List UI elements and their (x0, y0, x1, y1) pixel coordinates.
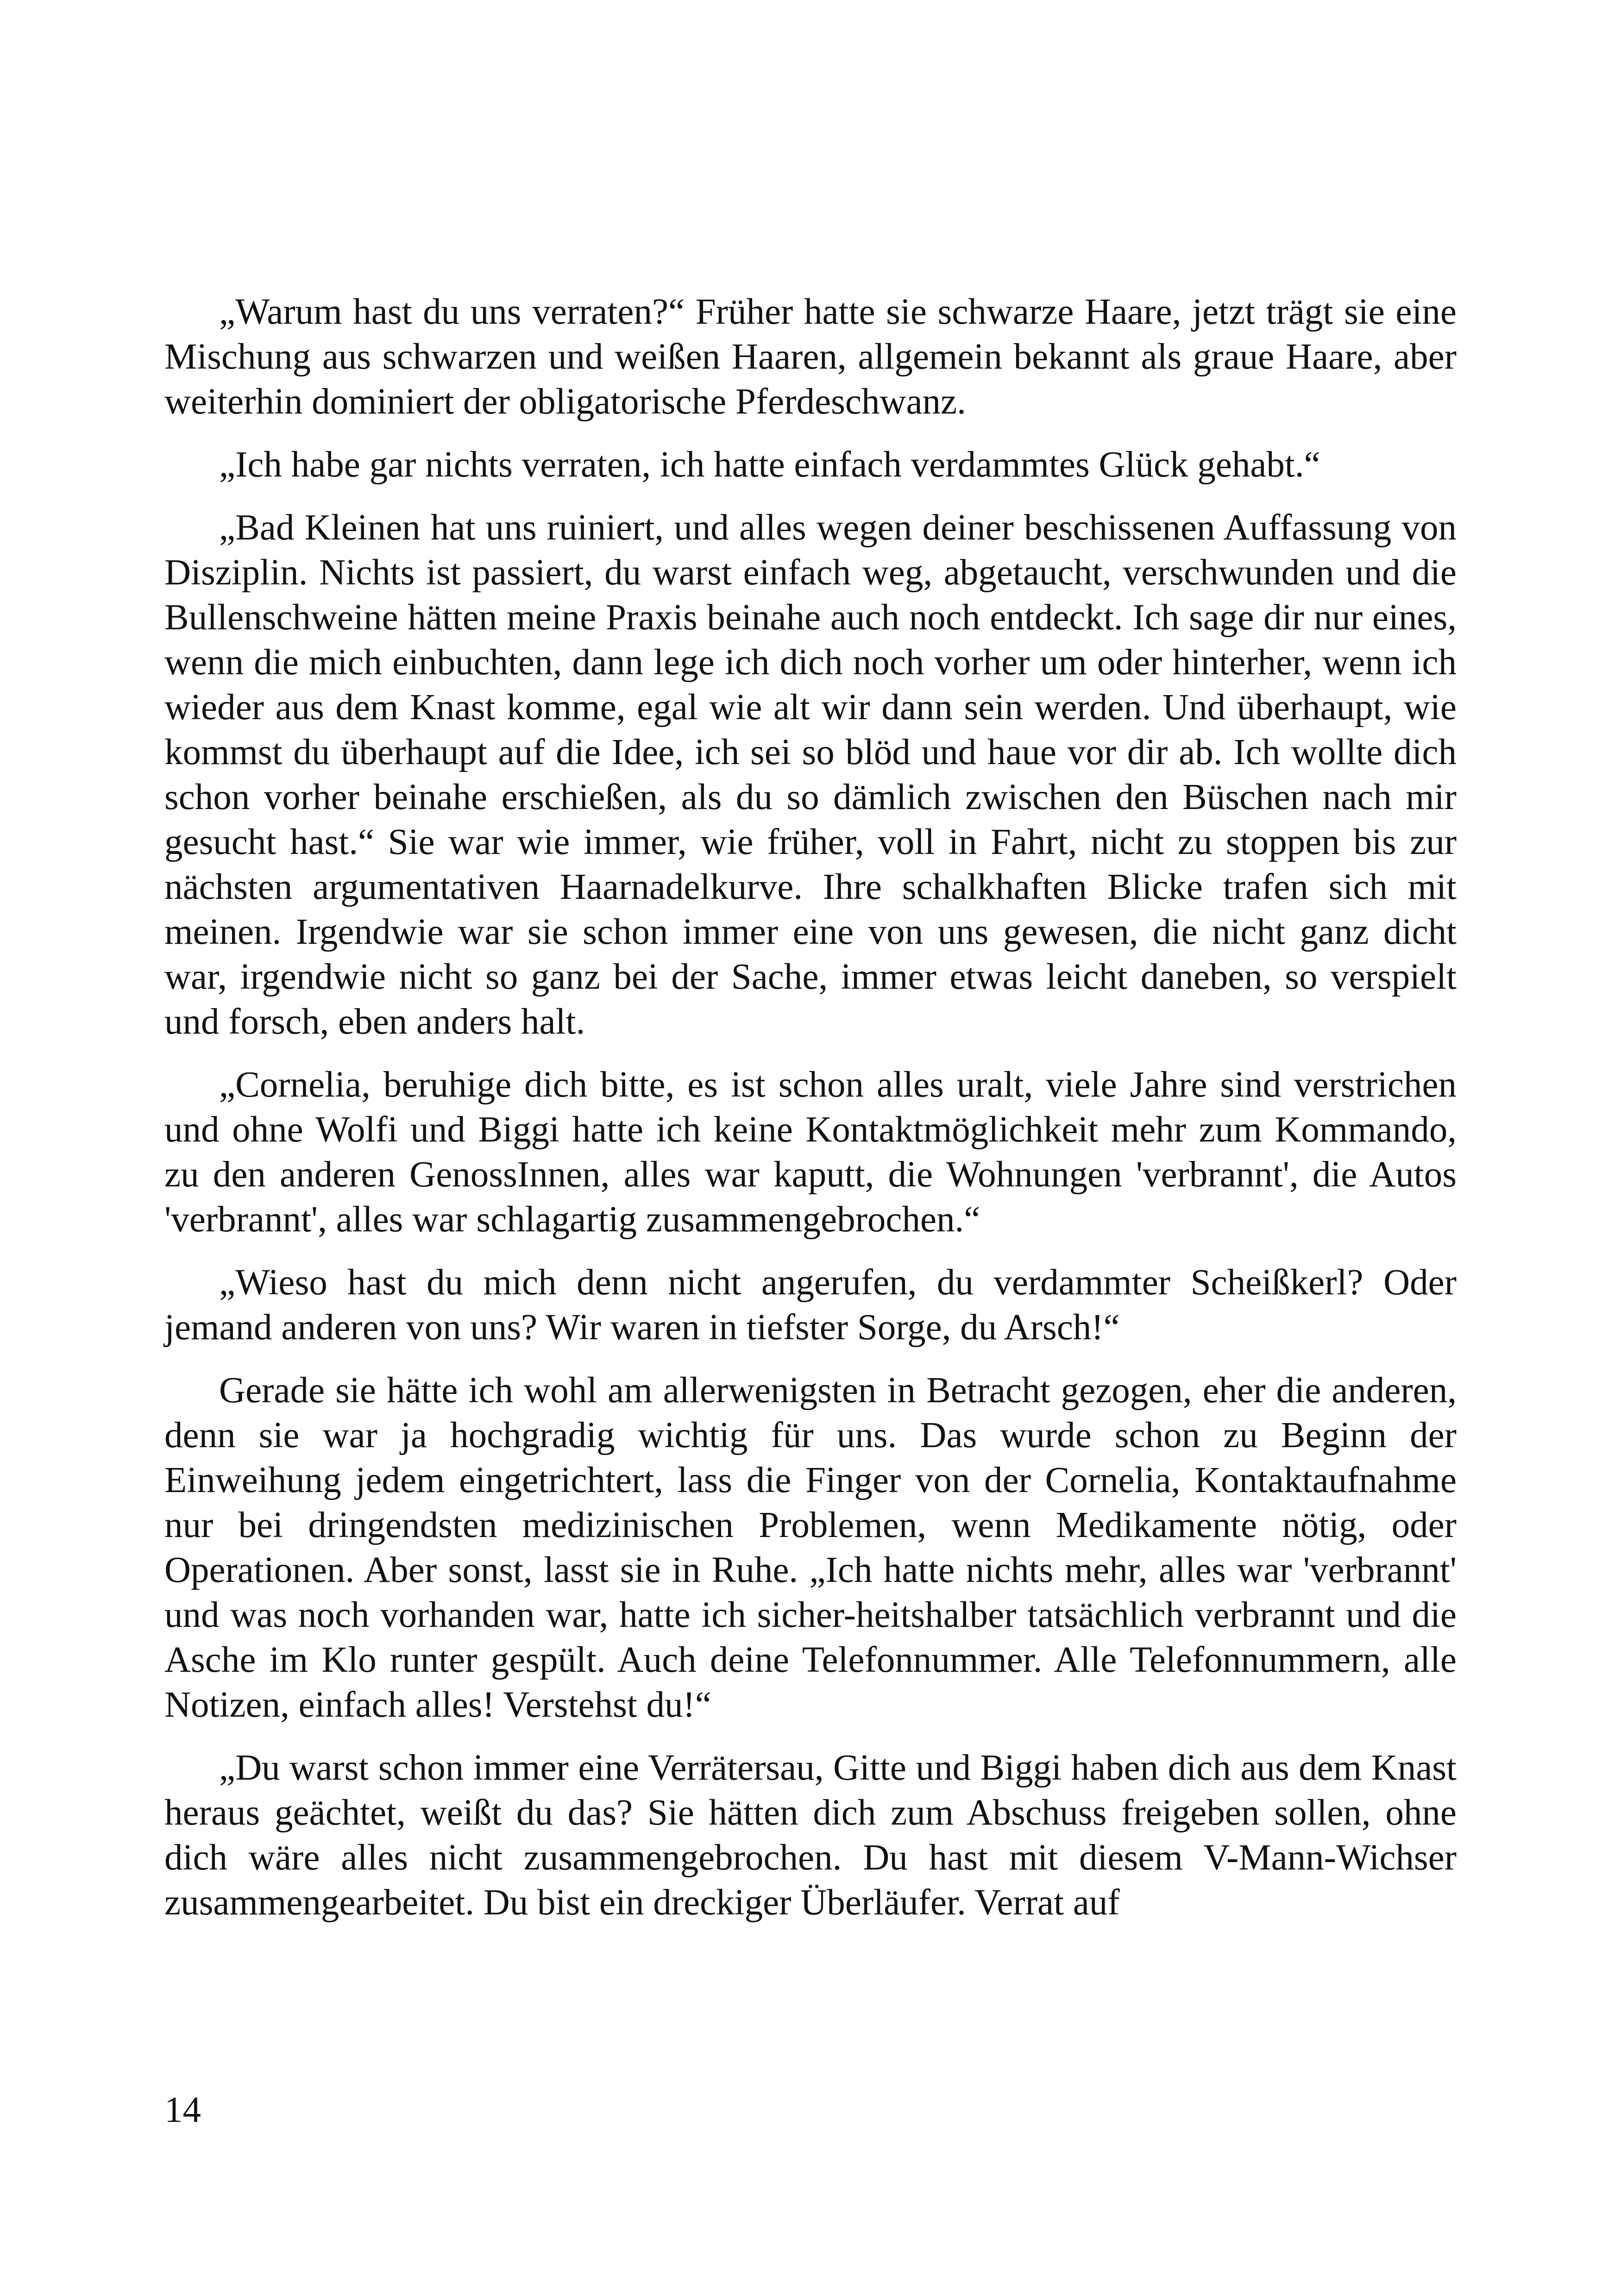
paragraph-2: „Ich habe gar nichts verraten, ich hatte einfach verdammtes Glück gehabt.“ (219, 445, 1320, 485)
paragraph-1: „Warum hast du uns verraten?“ Früher hatte sie schwarze Haare, jetzt trägt sie eine Mischung aus schwarzen und weißen Haaren, allgemein bekannt als graue Haare, aber weiterhin dominiert der obligatorische Pferdeschwanz. (164, 292, 1457, 422)
paragraph-4: „Cornelia, beruhige dich bitte, es ist schon alles uralt, viele Jahre sind verstrichen und ohne Wolfi und Biggi hatte ich keine Kontaktmöglichkeit mehr zum Kommando, zu den anderen GenossInnen, alles war kaputt, die Wohnungen 'verbrannt', die Autos 'verbrannt', alles war schlagartig zusammengebrochen.“ (164, 1065, 1457, 1240)
page-number: 14 (164, 2090, 201, 2130)
paragraph-7: „Du warst schon immer eine Verrätersau, Gitte und Biggi haben dich aus dem Knast heraus geächtet, weißt du das? Sie hätten dich zum Abschuss freigeben sollen, ohne dich wäre alles nicht zusammengebrochen. Du hast mit diesem V-Mann-Wichser zusammengearbeitet. Du bist ein dreckiger Überläufer. Verrat auf (164, 1748, 1457, 1923)
paragraph-6: Gerade sie hätte ich wohl am allerwenigsten in Betracht gezogen, eher die anderen, denn sie war ja hochgradig wichtig für uns. Das wurde schon zu Beginn der Einweihung jedem eingetrichtert, lass die Finger von der Cornelia, Kontaktaufnahme nur bei dringendsten medizinischen Problemen, wenn Medikamente nötig, oder Operationen. Aber sonst, lasst sie in Ruhe. „Ich hatte nichts mehr, alles war 'verbrannt' und was noch vorhanden war, hatte ich sicher-heitshalber tatsächlich verbrannt und die Asche im Klo runter gespült. Auch deine Telefonnummer. Alle Telefonnummern, alle Notizen, einfach alles! Verstehst du!“ (164, 1370, 1457, 1725)
body-text (164, 289, 1457, 1943)
paragraph-3: „Bad Kleinen hat uns ruiniert, und alles wegen deiner beschissenen Auffassung von Disziplin. Nichts ist passiert, du warst einfach weg, abgetaucht, verschwunden und die Bullenschweine hätten meine Praxis beinahe auch noch entdeckt. Ich sage dir nur eines, wenn die mich einbuchten, dann lege ich dich noch vorher um oder hinterher, wenn ich wieder aus dem Knast komme, egal wie alt wir dann sein werden. Und überhaupt, wie kommst du überhaupt auf die Idee, ich sei so blöd und haue vor dir ab. Ich wollte dich schon vorher beinahe erschießen, als du so dämlich zwischen den Büschen nach mir gesucht hast.“ Sie war wie immer, wie früher, voll in Fahrt, nicht zu stoppen bis zur nächsten argumentativen Haarnadelkurve. Ihre schalkhaften Blicke trafen sich mit meinen. Irgendwie war sie schon immer eine von uns gewesen, die nicht ganz dicht war, irgendwie nicht so ganz bei der Sache, immer etwas leicht daneben, so verspielt und forsch, eben anders halt. (164, 508, 1457, 1042)
paragraph-5: „Wieso hast du mich denn nicht angerufen, du verdammter Scheißkerl? Oder jemand anderen von uns? Wir waren in tiefster Sorge, du Arsch!“ (164, 1262, 1457, 1348)
